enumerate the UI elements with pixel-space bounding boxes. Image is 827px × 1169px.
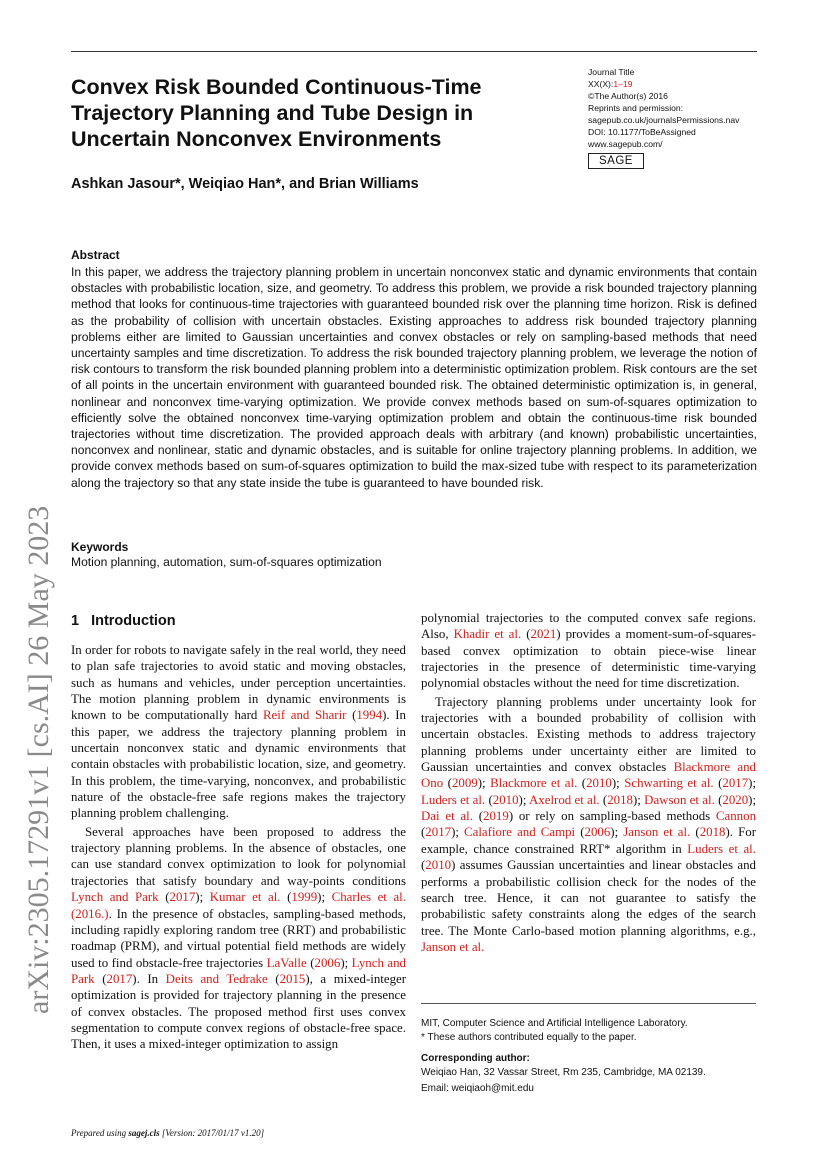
text: ( xyxy=(577,776,587,791)
journal-reprints: Reprints and permission: xyxy=(588,103,684,113)
citation-link[interactable]: Luders et al. xyxy=(687,841,756,856)
text: ( xyxy=(599,792,608,807)
left-column xyxy=(71,642,406,1053)
citation-link[interactable]: Cannon xyxy=(715,809,757,824)
citation-year-link[interactable]: 2018 xyxy=(607,792,633,807)
text: Trajectory planning problems under uncertainty look for trajectories with a bounded probability of collision with uncertain obstacles. Existing methods to address trajectory planning problems under uncertainty either are limited to Gaussian uncertainties and convex obstacles xyxy=(421,694,756,775)
text: ( xyxy=(713,776,723,791)
equal-contribution-note: * These authors contributed equally to the paper. xyxy=(421,1031,637,1043)
prepared-using-footer xyxy=(71,1128,264,1138)
text: ( xyxy=(575,825,585,840)
citation-link[interactable]: Janson et al. xyxy=(421,939,485,954)
corresponding-address: Weiqiao Han, 32 Vassar Street, Rm 235, Cambridge, MA 02139. xyxy=(421,1066,706,1078)
text: ); xyxy=(518,792,529,807)
prepared-label: Prepared using xyxy=(71,1128,129,1138)
text: ); xyxy=(748,792,757,807)
citation-link[interactable]: Dai et al. xyxy=(421,809,473,824)
arxiv-stamp: arXiv:2305.17291v1 [cs.AI] 26 May 2023 xyxy=(22,505,55,1014)
section-number: 1 xyxy=(71,613,80,629)
paragraph xyxy=(421,610,756,692)
citation-year-link[interactable]: 2009 xyxy=(451,776,478,791)
corresponding-author-label: Corresponding author: xyxy=(421,1053,530,1064)
citation-year-link[interactable]: 2017 xyxy=(169,890,196,905)
citation-year-link[interactable]: 2019 xyxy=(483,809,509,824)
header-rule xyxy=(71,51,757,52)
text: ( xyxy=(690,825,700,840)
paper-title: Convex Risk Bounded Continuous-Time Trajectory Planning and Tube Design in Uncertain Nonconvex Environments xyxy=(71,75,482,151)
paragraph xyxy=(71,824,406,1053)
citation-link[interactable]: Blackmore and Ono xyxy=(421,760,756,791)
cls-name: sagej.cls xyxy=(128,1128,160,1138)
sage-logo: SAGE xyxy=(588,153,644,169)
journal-website: www.sagepub.com/ xyxy=(588,139,663,149)
text: ); xyxy=(477,776,491,791)
text: ); xyxy=(611,776,625,791)
citation-link[interactable]: Blackmore et al. xyxy=(490,776,578,791)
citation-link[interactable]: Kumar et al. xyxy=(209,890,281,905)
text: ); xyxy=(317,890,332,905)
right-column xyxy=(421,610,756,955)
text: ); xyxy=(195,890,210,905)
footnotes xyxy=(421,1017,757,1096)
citation-year-link[interactable]: 2015 xyxy=(279,971,306,986)
citation-year-link[interactable]: 2010 xyxy=(586,776,612,791)
footnote-rule xyxy=(421,1003,756,1004)
text: ). In this paper, we address the trajectory planning problem in uncertain nonconvex static and dynamic environments that contain obstacles with probabilistic location, size, and geometry. In this problem, the time-varying, nonconvex, and probabilistic nature of the obstacle-free safe regions makes the trajectory planning problem challenging. xyxy=(71,708,406,821)
citation-link[interactable]: Lynch and Park xyxy=(71,890,159,905)
text: ( xyxy=(346,708,357,723)
citation-link[interactable]: Charles et al. (2016.) xyxy=(71,890,406,921)
text: ( xyxy=(158,890,170,905)
journal-meta xyxy=(588,66,739,169)
citation-link[interactable]: Luders et al. xyxy=(421,792,486,807)
text: . In the presence of obstacles, sampling-based methods, including rapidly exploring random tree (RRT) and probabilistic roadmap (PRM), and virtual potential field methods are widely used to find obstacle-free trajectories xyxy=(71,906,406,970)
abstract-heading: Abstract xyxy=(71,248,120,262)
citation-link[interactable]: Schwarting et al. xyxy=(624,776,714,791)
text: ( xyxy=(267,971,280,986)
citation-year-link[interactable]: 2010 xyxy=(425,858,452,873)
text: ( xyxy=(443,776,452,791)
text: ) provides a moment-sum-of-squares-based convex optimization to obtain piece-wise linear trajectories in the presence of deterministic time-varying polynomial obstacles without the need for time discretization. xyxy=(421,627,756,691)
keywords-text: Motion planning, automation, sum-of-squares optimization xyxy=(71,555,382,569)
journal-reprints-url: sagepub.co.uk/journalsPermissions.nav xyxy=(588,115,740,125)
journal-copyright: ©The Author(s) 2016 xyxy=(588,91,668,101)
section-title: Introduction xyxy=(91,613,176,629)
citation-year-link[interactable]: 2017 xyxy=(425,825,452,840)
citation-year-link[interactable]: 2020 xyxy=(722,792,749,807)
text: ( xyxy=(421,825,426,840)
citation-year-link[interactable]: 2017 xyxy=(106,971,133,986)
citation-link[interactable]: Dawson et al. xyxy=(644,792,715,807)
citation-year-link[interactable]: 2006 xyxy=(314,955,341,970)
text: ( xyxy=(714,792,723,807)
text: ) or rely on sampling-based methods xyxy=(508,809,716,824)
citation-year-link[interactable]: 1994 xyxy=(356,708,383,723)
text: ( xyxy=(280,890,292,905)
text: ( xyxy=(421,858,426,873)
journal-volume xyxy=(588,78,739,90)
citation-link[interactable]: Deits and Tedrake xyxy=(165,971,268,986)
text: ); xyxy=(748,776,757,791)
affiliation: MIT, Computer Science and Artificial Intelligence Laboratory. xyxy=(421,1018,688,1029)
text: ( xyxy=(94,971,107,986)
abstract-text: In this paper, we address the trajectory planning problem in uncertain nonconvex static and dynamic environments that contain obstacles with probabilistic location, size, and geometry. To address this problem, we provide a risk bounded trajectory planning method that looks for continuous-time trajectories with guaranteed bounded risk over the planning time horizon. Risk is defined as the probability of collision with uncertain obstacles. Existing approaches to address risk bounded trajectory planning problems either are limited to Gaussian uncertainties and convex obstacles or rely on sampling-based methods that need uncertainty samples and time discretization. To address the risk bounded trajectory planning problem, we leverage the notion of risk contours to transform the risk bounded planning problem into a deterministic optimization problem. Risk contours are the set of all points in the uncertain environment with guaranteed bounded risk. The obtained deterministic optimization is, in general, nonlinear and nonconvex time-varying optimization. We provide convex methods based on sum-of-squares optimization to efficiently solve the obtained nonconvex time-varying optimization problem and obtain the continuous-time risk bounded trajectories without time discretization. The provided approach deals with arbitrary (and known) probabilistic uncertainties, nonconvex and nonlinear, static and dynamic obstacles, and is suitable for online trajectory planning problems. In addition, we provide convex methods based on sum-of-squares optimization to build the max-sized tube with respect to its parameterization along the trajectory so that any state inside the tube is guaranteed to have bounded risk. xyxy=(71,265,757,490)
text: ). In xyxy=(132,971,166,986)
section-heading xyxy=(71,613,176,629)
citation-year-link[interactable]: 2018 xyxy=(699,825,726,840)
citation-link[interactable]: Khadir et al. xyxy=(453,627,522,642)
text: ) assumes Gaussian uncertainties and linear obstacles and performs a probabilistic collision check for the nodes of the search tree. Hence, it can not guarantee to satisfy the probabilistic safety constraints along the edges of the search tree. The Monte Carlo-based motion planning algorithms, e.g., xyxy=(421,858,756,938)
text: ), a mixed-integer optimization is provided for trajectory planning in the presence of convex obstacles. The proposed method first uses convex segmentation to compute convex regions of obstacle-free space. Then, it uses a mixed-integer optimization to assign xyxy=(71,971,407,1052)
citation-year-link[interactable]: 2017 xyxy=(722,776,749,791)
citation-link[interactable]: Janson et al. xyxy=(623,825,691,840)
page-range-link[interactable]: 1–19 xyxy=(613,79,633,89)
text: ). For example, chance constrained RRT* algorithm in xyxy=(421,825,756,856)
citation-link[interactable]: LaValle xyxy=(266,955,307,970)
citation-year-link[interactable]: 2021 xyxy=(530,627,557,642)
text: Several approaches have been proposed to address the trajectory planning problems. In the absence of obstacles, one can use standard convex optimization to look for polynomial trajectories that satisfy boundary and way-points conditions xyxy=(71,824,406,888)
paper-authors: Ashkan Jasour*, Weiqiao Han*, and Brian Williams xyxy=(71,176,419,192)
text: ); xyxy=(340,955,352,970)
text: polynomial trajectories to the computed convex safe regions. Also, xyxy=(421,611,756,642)
text: ( xyxy=(485,792,493,807)
paragraph xyxy=(71,642,406,822)
citation-year-link[interactable]: 1999 xyxy=(291,890,318,905)
citation-year-link[interactable]: 2010 xyxy=(492,792,519,807)
volume-prefix: XX(X): xyxy=(588,79,614,89)
citation-link[interactable]: Lynch and Park xyxy=(71,955,406,986)
version-label: [Version: 2017/01/17 v1.20] xyxy=(159,1128,265,1138)
text: ( xyxy=(472,809,484,824)
corresponding-email[interactable]: Email: weiqiaoh@mit.edu xyxy=(421,1083,534,1094)
text: ); xyxy=(451,825,465,840)
text: ( xyxy=(306,955,315,970)
citation-year-link[interactable]: 2006 xyxy=(584,825,611,840)
journal-title: Journal Title xyxy=(588,67,635,77)
text: In order for robots to navigate safely in the real world, they need to plan safe trajectories to avoid static and moving obstacles, such as humans and vehicles, under perception uncertainties. The motion planning problem in dynamic environments is known to be computationally hard xyxy=(71,643,406,723)
text: ); xyxy=(610,825,624,840)
text: ( xyxy=(521,627,531,642)
journal-doi: DOI: 10.1177/ToBeAssigned xyxy=(588,127,696,137)
text: ); xyxy=(633,792,645,807)
citation-link[interactable]: Calafiore and Campi xyxy=(464,825,576,840)
citation-link[interactable]: Reif and Sharir xyxy=(262,708,347,723)
keywords-heading: Keywords xyxy=(71,540,129,554)
citation-link[interactable]: Axelrod et al. xyxy=(529,792,600,807)
paragraph xyxy=(421,694,756,956)
